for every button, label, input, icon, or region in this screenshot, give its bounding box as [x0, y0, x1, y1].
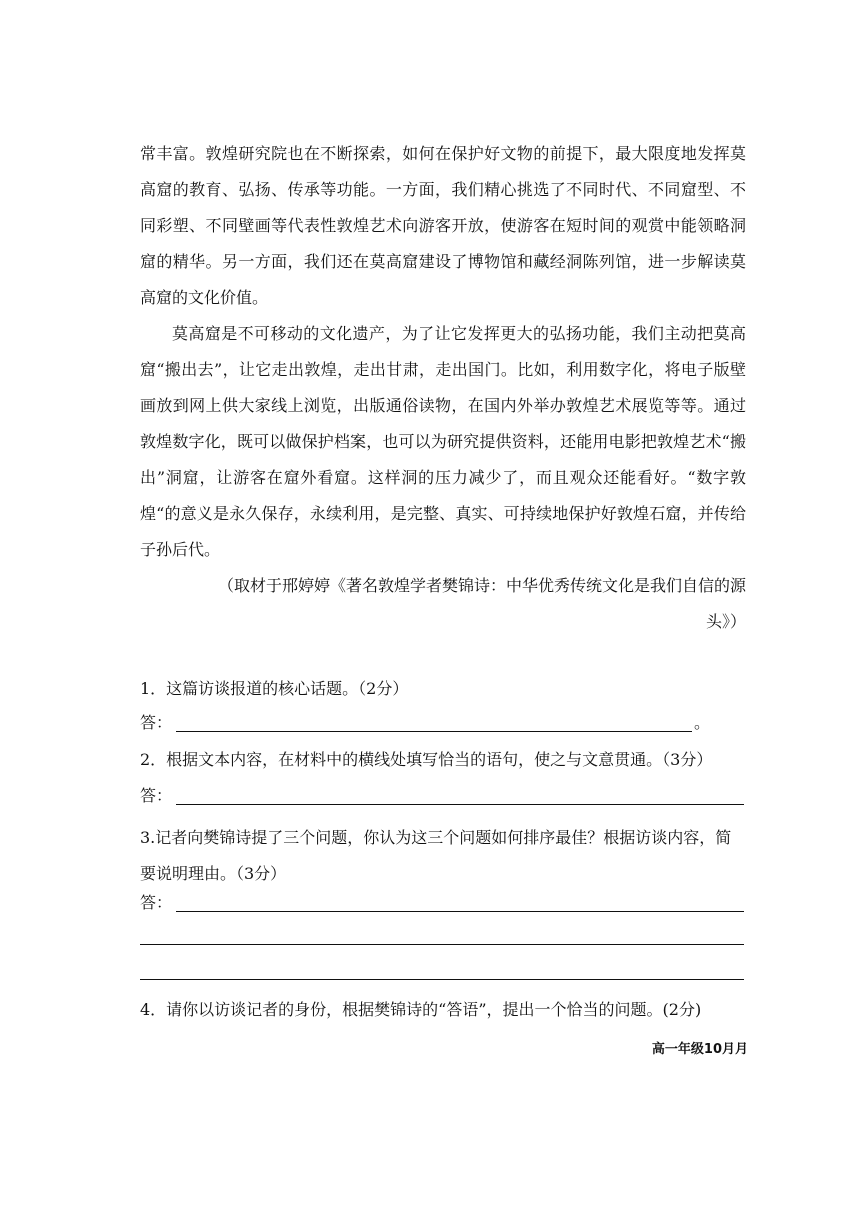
answer-line-3c[interactable]: [140, 979, 744, 980]
answer-line-2[interactable]: [176, 804, 744, 805]
answer-line-3a[interactable]: [176, 911, 744, 912]
question-4: 4．请你以访谈记者的身份，根据樊锦诗的“答语”，提出一个恰当的问题。(2分): [140, 1000, 702, 1019]
question-3: 3.记者向樊锦诗提了三个问题，你认为这三个问题如何排序最佳？根据访谈内容，简要说明理由。（3分）: [140, 828, 732, 883]
article-source-citation: （取材于邢婷婷《著名敦煌学者樊锦诗：中华优秀传统文化是我们自信的源头》）: [217, 576, 746, 631]
answer-label: 答：: [140, 893, 173, 912]
answer-label: 答：: [140, 786, 173, 805]
article-paragraph-2: 莫高窟是不可移动的文化遗产，为了让它发挥更大的弘扬功能，我们主动把莫高窟“搬出去”，让它走出敦煌，走出甘肃，走出国门。比如，利用数字化，将电子版壁画放到网上供大家线上浏览，出版通俗读物，在国内外举办敦煌艺术展览等等。通过敦煌数字化，既可以做保护档案，也可以为研究提供资料，还能用电影把敦煌艺术“搬出”洞窟，让游客在窟外看窟。这样洞的压力减少了，而且观众还能看好。“数字敦煌“的意义是永久保存，永续利用，是完整、真实、可持续地保护好敦煌石窟，并传给子孙后代。: [140, 324, 746, 559]
answer-line-1[interactable]: [176, 731, 692, 732]
question-2: 2．根据文本内容，在材料中的横线处填写恰当的语句，使之与文意贯通。（3分）: [140, 750, 713, 769]
answer-line-3b[interactable]: [140, 944, 744, 945]
answer-label: 答：: [140, 713, 173, 732]
answer-row-1: [140, 711, 710, 735]
answer-row-2: [140, 784, 746, 808]
question-1: 1．这篇访谈报道的核心话题。（2分）: [140, 679, 409, 698]
page-footer: 高一年级10月月: [651, 1042, 748, 1057]
article-paragraph-1: 常丰富。敦煌研究院也在不断探索，如何在保护好文物的前提下，最大限度地发挥莫高窟的教育、弘扬、传承等功能。一方面，我们精心挑选了不同时代、不同窟型、不同彩塑、不同壁画等代表性敦煌艺术向游客开放，使游客在短时间的观赏中能领略洞窟的精华。另一方面，我们还在莫高窟建设了博物馆和藏经洞陈列馆，进一步解读莫高窟的文化价值。: [140, 144, 746, 307]
article-passage: [140, 136, 746, 640]
answer-row-3: [140, 891, 746, 915]
answer-end-mark: 。: [694, 713, 711, 732]
